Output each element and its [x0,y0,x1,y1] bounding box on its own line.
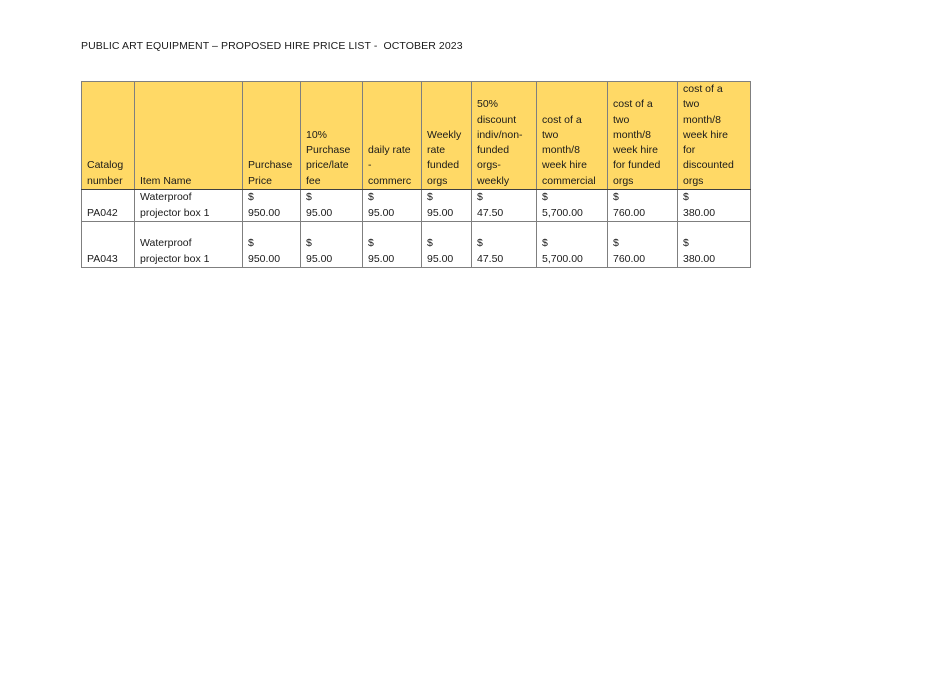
header-8week-discounted: cost of a two month/8 week hire for discounted orgs [678,82,751,190]
header-8week-commercial: cost of a two month/8 week hire commercial [537,82,608,190]
price-list-table [81,81,751,268]
cell-late-fee: $ 95.00 [301,222,363,268]
cell-8week-discounted: $ 380.00 [678,190,751,222]
header-weekly-rate: Weekly rate funded orgs [422,82,472,190]
cell-weekly-rate: $ 95.00 [422,190,472,222]
cell-item-name: Waterproof projector box 1 [135,190,243,222]
cell-discount-weekly: $ 47.50 [472,222,537,268]
header-item-name: Item Name [135,82,243,190]
document-title: PUBLIC ART EQUIPMENT – PROPOSED HIRE PRICE LIST - OCTOBER 2023 [81,40,463,52]
header-purchase-price: Purchase Price [243,82,301,190]
cell-8week-funded: $ 760.00 [608,222,678,268]
header-late-fee: 10% Purchase price/late fee [301,82,363,190]
cell-daily-rate: $ 95.00 [363,222,422,268]
cell-daily-rate: $ 95.00 [363,190,422,222]
table-row [82,190,751,222]
cell-8week-commercial: $ 5,700.00 [537,190,608,222]
header-catalog-number: Catalog number [82,82,135,190]
cell-purchase-price: $ 950.00 [243,190,301,222]
cell-8week-commercial: $ 5,700.00 [537,222,608,268]
cell-catalog-number: PA042 [82,190,135,222]
header-8week-funded: cost of a two month/8 week hire for funded orgs [608,82,678,190]
header-row [82,82,751,190]
cell-purchase-price: $ 950.00 [243,222,301,268]
cell-catalog-number: PA043 [82,222,135,268]
header-discount-weekly: 50% discount indiv/non- funded orgs- weekly [472,82,537,190]
cell-late-fee: $ 95.00 [301,190,363,222]
header-daily-rate: daily rate - commerc [363,82,422,190]
cell-8week-discounted: $ 380.00 [678,222,751,268]
cell-8week-funded: $ 760.00 [608,190,678,222]
table-row [82,222,751,268]
cell-discount-weekly: $ 47.50 [472,190,537,222]
cell-weekly-rate: $ 95.00 [422,222,472,268]
cell-item-name: Waterproof projector box 1 [135,222,243,268]
